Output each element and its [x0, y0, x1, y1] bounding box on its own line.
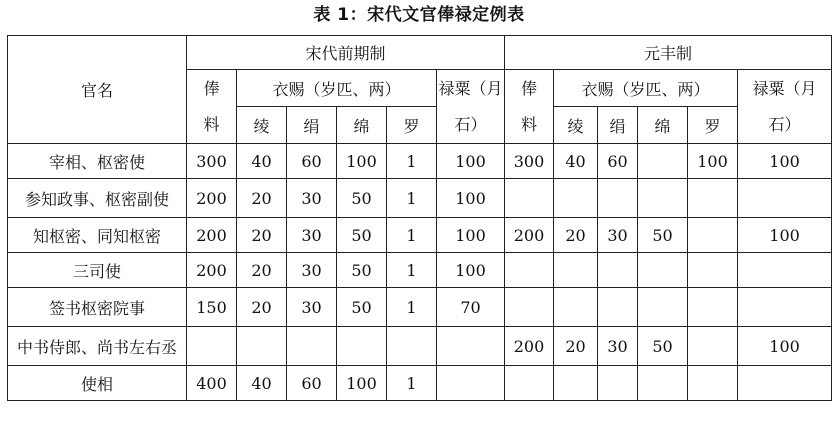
table-cell: [505, 288, 554, 327]
table-cell: 200: [505, 327, 554, 366]
table-cell: 100: [738, 144, 832, 179]
grain-header-early: 禄粟（月 石）: [437, 70, 505, 144]
table-cell: 50: [337, 288, 387, 327]
grain-header-late: 禄粟（月 石）: [738, 70, 832, 144]
material-header: 绢: [287, 107, 337, 144]
table-cell: [688, 288, 738, 327]
table-cell: [598, 253, 638, 288]
period-yuanfeng-header: 元丰制: [505, 36, 832, 70]
table-cell: 300: [505, 144, 554, 179]
period-early-header: 宋代前期制: [187, 36, 505, 70]
table-cell: [437, 366, 505, 401]
table-cell: [554, 288, 598, 327]
clothing-header-early: 衣赐（岁匹、两）: [237, 70, 437, 107]
table-cell: [638, 253, 688, 288]
table-cell: [688, 253, 738, 288]
material-header: 罗: [387, 107, 437, 144]
table-cell: 100: [337, 144, 387, 179]
table-cell: 100: [688, 144, 738, 179]
table-cell: [738, 366, 832, 401]
table-cell: 100: [738, 327, 832, 366]
table-cell: [638, 288, 688, 327]
table-cell: 1: [387, 144, 437, 179]
table-cell: [554, 179, 598, 218]
table-cell: [187, 327, 237, 366]
table-cell: [688, 179, 738, 218]
table-cell: 100: [437, 253, 505, 288]
table-cell: 200: [187, 218, 237, 253]
material-header: 绢: [598, 107, 638, 144]
table-cell: [505, 253, 554, 288]
table-cell: 30: [287, 179, 337, 218]
table-row: [8, 327, 832, 366]
table-cell: [598, 288, 638, 327]
table-cell: 50: [638, 327, 688, 366]
table-cell: 100: [437, 179, 505, 218]
table-cell: [598, 366, 638, 401]
table-row: [8, 144, 832, 179]
material-header: 绵: [638, 107, 688, 144]
table-cell: 20: [237, 288, 287, 327]
table-cell: [688, 366, 738, 401]
material-header: 罗: [688, 107, 738, 144]
table-cell: 50: [337, 253, 387, 288]
table-cell: [337, 327, 387, 366]
table-cell: 30: [287, 288, 337, 327]
official-title-cell: 三司使: [8, 253, 187, 288]
salary-header-late: 俸 料: [505, 70, 554, 144]
table-cell: 200: [505, 218, 554, 253]
table-cell: 30: [287, 218, 337, 253]
official-title-cell: 宰相、枢密使: [8, 144, 187, 179]
table-cell: 30: [598, 327, 638, 366]
table-cell: 100: [738, 218, 832, 253]
table-cell: [688, 218, 738, 253]
clothing-header-late: 衣赐（岁匹、两）: [554, 70, 738, 107]
material-header: 绫: [237, 107, 287, 144]
table-cell: [505, 366, 554, 401]
official-title-cell: 知枢密、同知枢密: [8, 218, 187, 253]
material-header: 绫: [554, 107, 598, 144]
table-cell: 200: [187, 253, 237, 288]
table-cell: 60: [287, 144, 337, 179]
header-row-periods: [8, 36, 832, 70]
table-cell: [387, 327, 437, 366]
table-cell: 50: [337, 218, 387, 253]
table-cell: 50: [638, 218, 688, 253]
official-title-cell: 签书枢密院事: [8, 288, 187, 327]
table-cell: [638, 179, 688, 218]
table-cell: 1: [387, 218, 437, 253]
table-cell: [638, 144, 688, 179]
official-title-cell: 参知政事、枢密副使: [8, 179, 187, 218]
table-cell: [505, 179, 554, 218]
table-cell: 60: [287, 366, 337, 401]
table-cell: [688, 327, 738, 366]
table-cell: 20: [554, 327, 598, 366]
table-cell: 1: [387, 366, 437, 401]
table-cell: [554, 366, 598, 401]
table-cell: 40: [554, 144, 598, 179]
table-cell: [237, 327, 287, 366]
table-cell: [738, 179, 832, 218]
table-cell: 100: [337, 366, 387, 401]
table-row: [8, 253, 832, 288]
table-cell: 60: [598, 144, 638, 179]
table-cell: 70: [437, 288, 505, 327]
table-cell: [598, 179, 638, 218]
table-cell: [437, 327, 505, 366]
official-title-cell: 使相: [8, 366, 187, 401]
table-cell: 40: [237, 366, 287, 401]
table-cell: 300: [187, 144, 237, 179]
table-cell: 1: [387, 179, 437, 218]
table-cell: 100: [437, 144, 505, 179]
table-cell: 30: [598, 218, 638, 253]
table-cell: 1: [387, 253, 437, 288]
table-row: [8, 366, 832, 401]
material-header: 绵: [337, 107, 387, 144]
table-cell: 30: [287, 253, 337, 288]
table-cell: 150: [187, 288, 237, 327]
table-cell: 200: [187, 179, 237, 218]
table-caption: 表 1：宋代文官俸禄定例表: [313, 5, 525, 25]
table-cell: 20: [554, 218, 598, 253]
table-cell: 20: [237, 253, 287, 288]
table-cell: 100: [437, 218, 505, 253]
official-title-cell: 中书侍郎、尚书左右丞: [8, 327, 187, 366]
table-cell: [638, 366, 688, 401]
table-row: [8, 288, 832, 327]
table-cell: 1: [387, 288, 437, 327]
official-header: 官名: [8, 36, 187, 144]
salary-header-early: 俸 料: [187, 70, 237, 144]
table-cell: [554, 253, 598, 288]
table-cell: [287, 327, 337, 366]
table-cell: [738, 253, 832, 288]
table-row: [8, 218, 832, 253]
table-cell: 50: [337, 179, 387, 218]
table-cell: 20: [237, 218, 287, 253]
table-cell: 20: [237, 179, 287, 218]
table-cell: 40: [237, 144, 287, 179]
table-cell: [738, 288, 832, 327]
table-row: [8, 179, 832, 218]
salary-table: [7, 35, 832, 401]
table-cell: 400: [187, 366, 237, 401]
